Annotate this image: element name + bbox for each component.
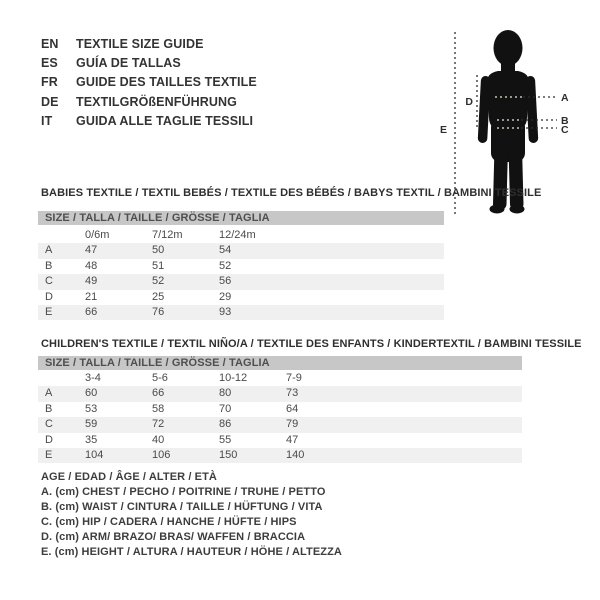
children-section-title: CHILDREN'S TEXTILE / TEXTIL NIÑO/A / TEXTILE DES ENFANTS / KINDERTEXTIL / BAMBINI TESSILE bbox=[41, 338, 582, 350]
table-row bbox=[38, 274, 444, 289]
column-header: 5-6 bbox=[152, 372, 168, 384]
cell: 50 bbox=[152, 244, 165, 257]
cell: 55 bbox=[219, 433, 232, 446]
row-label: D bbox=[45, 433, 53, 446]
table-row bbox=[38, 243, 444, 258]
language-code: IT bbox=[41, 113, 53, 128]
cell: 58 bbox=[152, 402, 165, 415]
cell: 47 bbox=[85, 244, 98, 257]
cell: 53 bbox=[85, 402, 98, 415]
language-title: GUIDE DES TAILLES TEXTILE bbox=[76, 75, 257, 90]
table-row bbox=[38, 417, 522, 432]
children-size-header-bar: SIZE / TALLA / TAILLE / GRÖSSE / TAGLIA bbox=[38, 356, 522, 370]
legend-chest-line: A. (cm) CHEST / PECHO / POITRINE / TRUHE / PETTO bbox=[41, 486, 326, 499]
cell: 40 bbox=[152, 433, 165, 446]
row-label: D bbox=[45, 290, 53, 303]
children-column-header-row bbox=[38, 371, 522, 386]
cell: 76 bbox=[152, 305, 165, 318]
row-label: E bbox=[45, 305, 53, 318]
row-label: A bbox=[45, 244, 53, 257]
language-code: ES bbox=[41, 56, 58, 71]
cell: 54 bbox=[219, 244, 232, 257]
cell: 73 bbox=[286, 387, 299, 400]
language-title: TEXTILGRÖßENFÜHRUNG bbox=[76, 94, 237, 109]
legend-waist-line: B. (cm) WAIST / CINTURA / TAILLE / HÜFTUNG / VITA bbox=[41, 501, 323, 514]
column-header: 3-4 bbox=[85, 372, 101, 384]
cell: 47 bbox=[286, 433, 299, 446]
measurement-legend bbox=[41, 470, 342, 561]
cell: 86 bbox=[219, 418, 232, 431]
column-header: 7-9 bbox=[286, 372, 302, 384]
language-row-it bbox=[41, 112, 257, 131]
column-header: 12/24m bbox=[219, 229, 256, 241]
cell: 80 bbox=[219, 387, 232, 400]
table-row bbox=[38, 259, 444, 274]
cell: 140 bbox=[286, 448, 305, 461]
language-row-en bbox=[41, 35, 257, 54]
table-row bbox=[38, 305, 444, 320]
marker-label-d: D bbox=[465, 96, 473, 108]
table-row bbox=[38, 402, 522, 417]
legend-age-line: AGE / EDAD / ÂGE / ALTER / ETÀ bbox=[41, 471, 217, 483]
column-header: 7/12m bbox=[152, 229, 183, 241]
language-title-list bbox=[41, 35, 257, 131]
marker-label-c: C bbox=[561, 124, 569, 136]
cell: 150 bbox=[219, 448, 238, 461]
table-row bbox=[38, 433, 522, 448]
cell: 51 bbox=[152, 259, 165, 272]
row-label: C bbox=[45, 418, 53, 431]
language-code: DE bbox=[41, 94, 59, 109]
babies-column-header-row bbox=[38, 228, 444, 243]
language-code: FR bbox=[41, 75, 58, 90]
language-title: TEXTILE SIZE GUIDE bbox=[76, 37, 204, 51]
cell: 60 bbox=[85, 387, 98, 400]
table-row bbox=[38, 386, 522, 401]
language-title: GUIDA ALLE TAGLIE TESSILI bbox=[76, 113, 254, 128]
cell: 70 bbox=[219, 402, 232, 415]
cell: 48 bbox=[85, 259, 98, 272]
cell: 106 bbox=[152, 448, 171, 461]
row-label: C bbox=[45, 275, 53, 288]
babies-size-table bbox=[38, 228, 444, 320]
babies-size-header-bar: SIZE / TALLA / TAILLE / GRÖSSE / TAGLIA bbox=[38, 211, 444, 225]
cell: 52 bbox=[152, 275, 165, 288]
language-title: GUÍA DE TALLAS bbox=[76, 56, 181, 71]
cell: 35 bbox=[85, 433, 98, 446]
table-row bbox=[38, 290, 444, 305]
language-row-fr bbox=[41, 73, 257, 92]
cell: 66 bbox=[85, 305, 98, 318]
row-label: B bbox=[45, 402, 53, 415]
cell: 25 bbox=[152, 290, 165, 303]
children-size-table bbox=[38, 371, 522, 463]
cell: 52 bbox=[219, 259, 232, 272]
row-label: E bbox=[45, 448, 53, 461]
legend-hip-line: C. (cm) HIP / CADERA / HANCHE / HÜFTE / HIPS bbox=[41, 516, 297, 529]
babies-section-title: BABIES TEXTILE / TEXTIL BEBÉS / TEXTILE DES BÉBÉS / BABYS TEXTIL / BAMBINI TESSILE bbox=[41, 187, 542, 199]
row-label: B bbox=[45, 259, 53, 272]
cell: 66 bbox=[152, 387, 165, 400]
column-header: 10-12 bbox=[219, 372, 248, 384]
cell: 104 bbox=[85, 448, 104, 461]
language-code: EN bbox=[41, 37, 59, 51]
cell: 29 bbox=[219, 290, 232, 303]
cell: 49 bbox=[85, 275, 98, 288]
cell: 79 bbox=[286, 418, 299, 431]
marker-label-e: E bbox=[440, 124, 448, 136]
cell: 21 bbox=[85, 290, 98, 303]
row-label: A bbox=[45, 387, 53, 400]
legend-arm-line: D. (cm) ARM/ BRAZO/ BRAS/ WAFFEN / BRACCIA bbox=[41, 531, 306, 544]
cell: 56 bbox=[219, 275, 232, 288]
cell: 72 bbox=[152, 418, 165, 431]
marker-label-b: B bbox=[561, 115, 569, 127]
column-header: 0/6m bbox=[85, 229, 110, 241]
cell: 93 bbox=[219, 305, 232, 318]
language-row-de bbox=[41, 93, 257, 112]
marker-label-a: A bbox=[561, 92, 569, 104]
child-silhouette-icon bbox=[478, 30, 539, 214]
cell: 59 bbox=[85, 418, 98, 431]
legend-height-line: E. (cm) HEIGHT / ALTURA / HAUTEUR / HÖHE / ALTEZZA bbox=[41, 546, 342, 559]
table-row bbox=[38, 448, 522, 463]
cell: 64 bbox=[286, 402, 299, 415]
language-row-es bbox=[41, 54, 257, 73]
